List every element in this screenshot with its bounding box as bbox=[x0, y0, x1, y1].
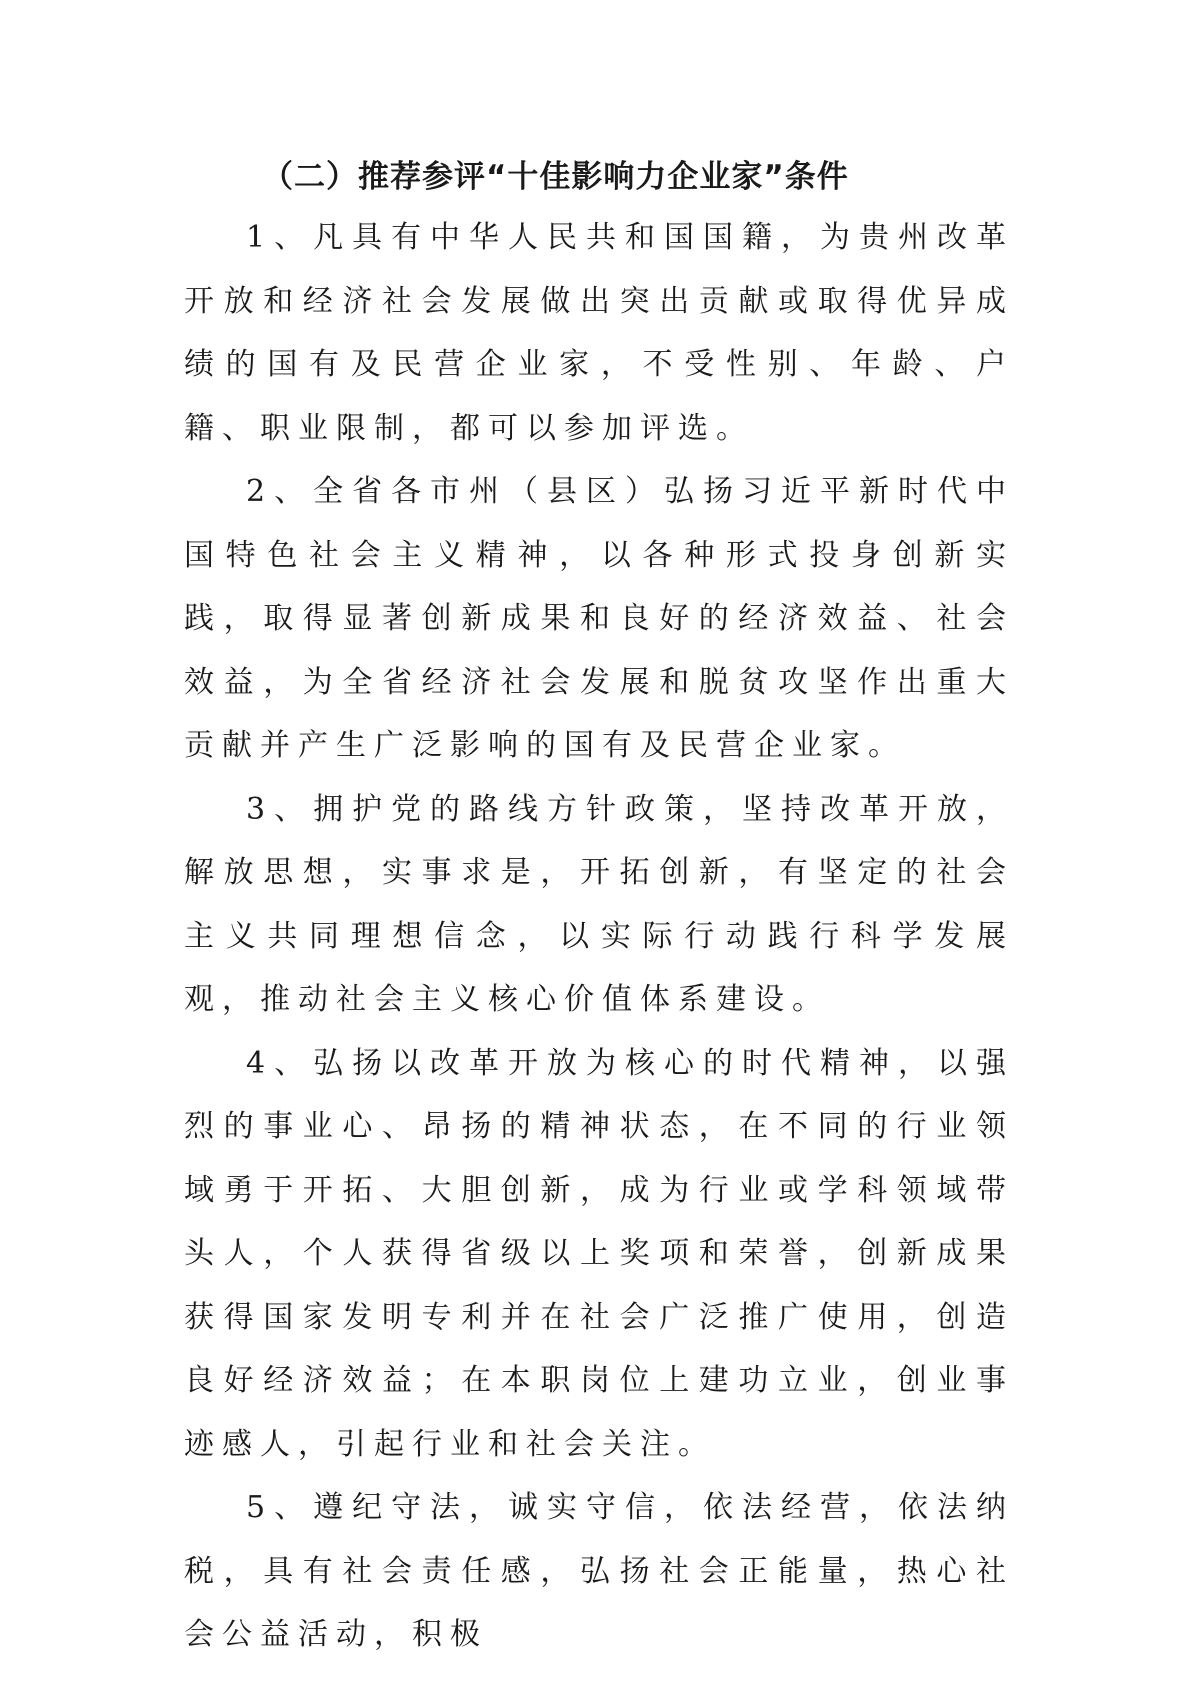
paragraph-1: 1、凡具有中华人民共和国国籍，为贵州改革开放和经济社会发展做出突出贡献或取得优异成绩的国有及民营企业家，不受性别、年龄、户籍、职业限制，都可以参加评选。 bbox=[184, 220, 1014, 446]
paragraph-5: 5、遵纪守法，诚实守信，依法经营，依法纳税，具有社会责任感，弘扬社会正能量，热心社会公益活动，积极 bbox=[184, 1490, 1014, 1652]
paragraph-4: 4、弘扬以改革开放为核心的时代精神，以强烈的事业心、昂扬的精神状态，在不同的行业领域勇于开拓、大胆创新，成为行业或学科领域带头人，个人获得省级以上奖项和荣誉，创新成果获得国家发明专利并在社会广泛推广使用，创造良好经济效益；在本职岗位上建功立业，创业事迹感人，引起行业和社会关注。 bbox=[184, 1045, 1014, 1462]
paragraph-3: 3、拥护党的路线方针政策，坚持改革开放，解放思想，实事求是，开拓创新，有坚定的社会主义共同理想信念，以实际行动践行科学发展观，推动社会主义核心价值体系建设。 bbox=[184, 791, 1014, 1017]
section-heading: （二）推荐参评“十佳影响力企业家”条件 bbox=[262, 159, 849, 195]
document-body bbox=[184, 148, 1014, 1667]
paragraph-2: 2、全省各市州（县区）弘扬习近平新时代中国特色社会主义精神，以各种形式投身创新实践，取得显著创新成果和良好的经济效益、社会效益，为全省经济社会发展和脱贫攻坚作出重大贡献并产生广泛影响的国有及民营企业家。 bbox=[184, 474, 1014, 763]
